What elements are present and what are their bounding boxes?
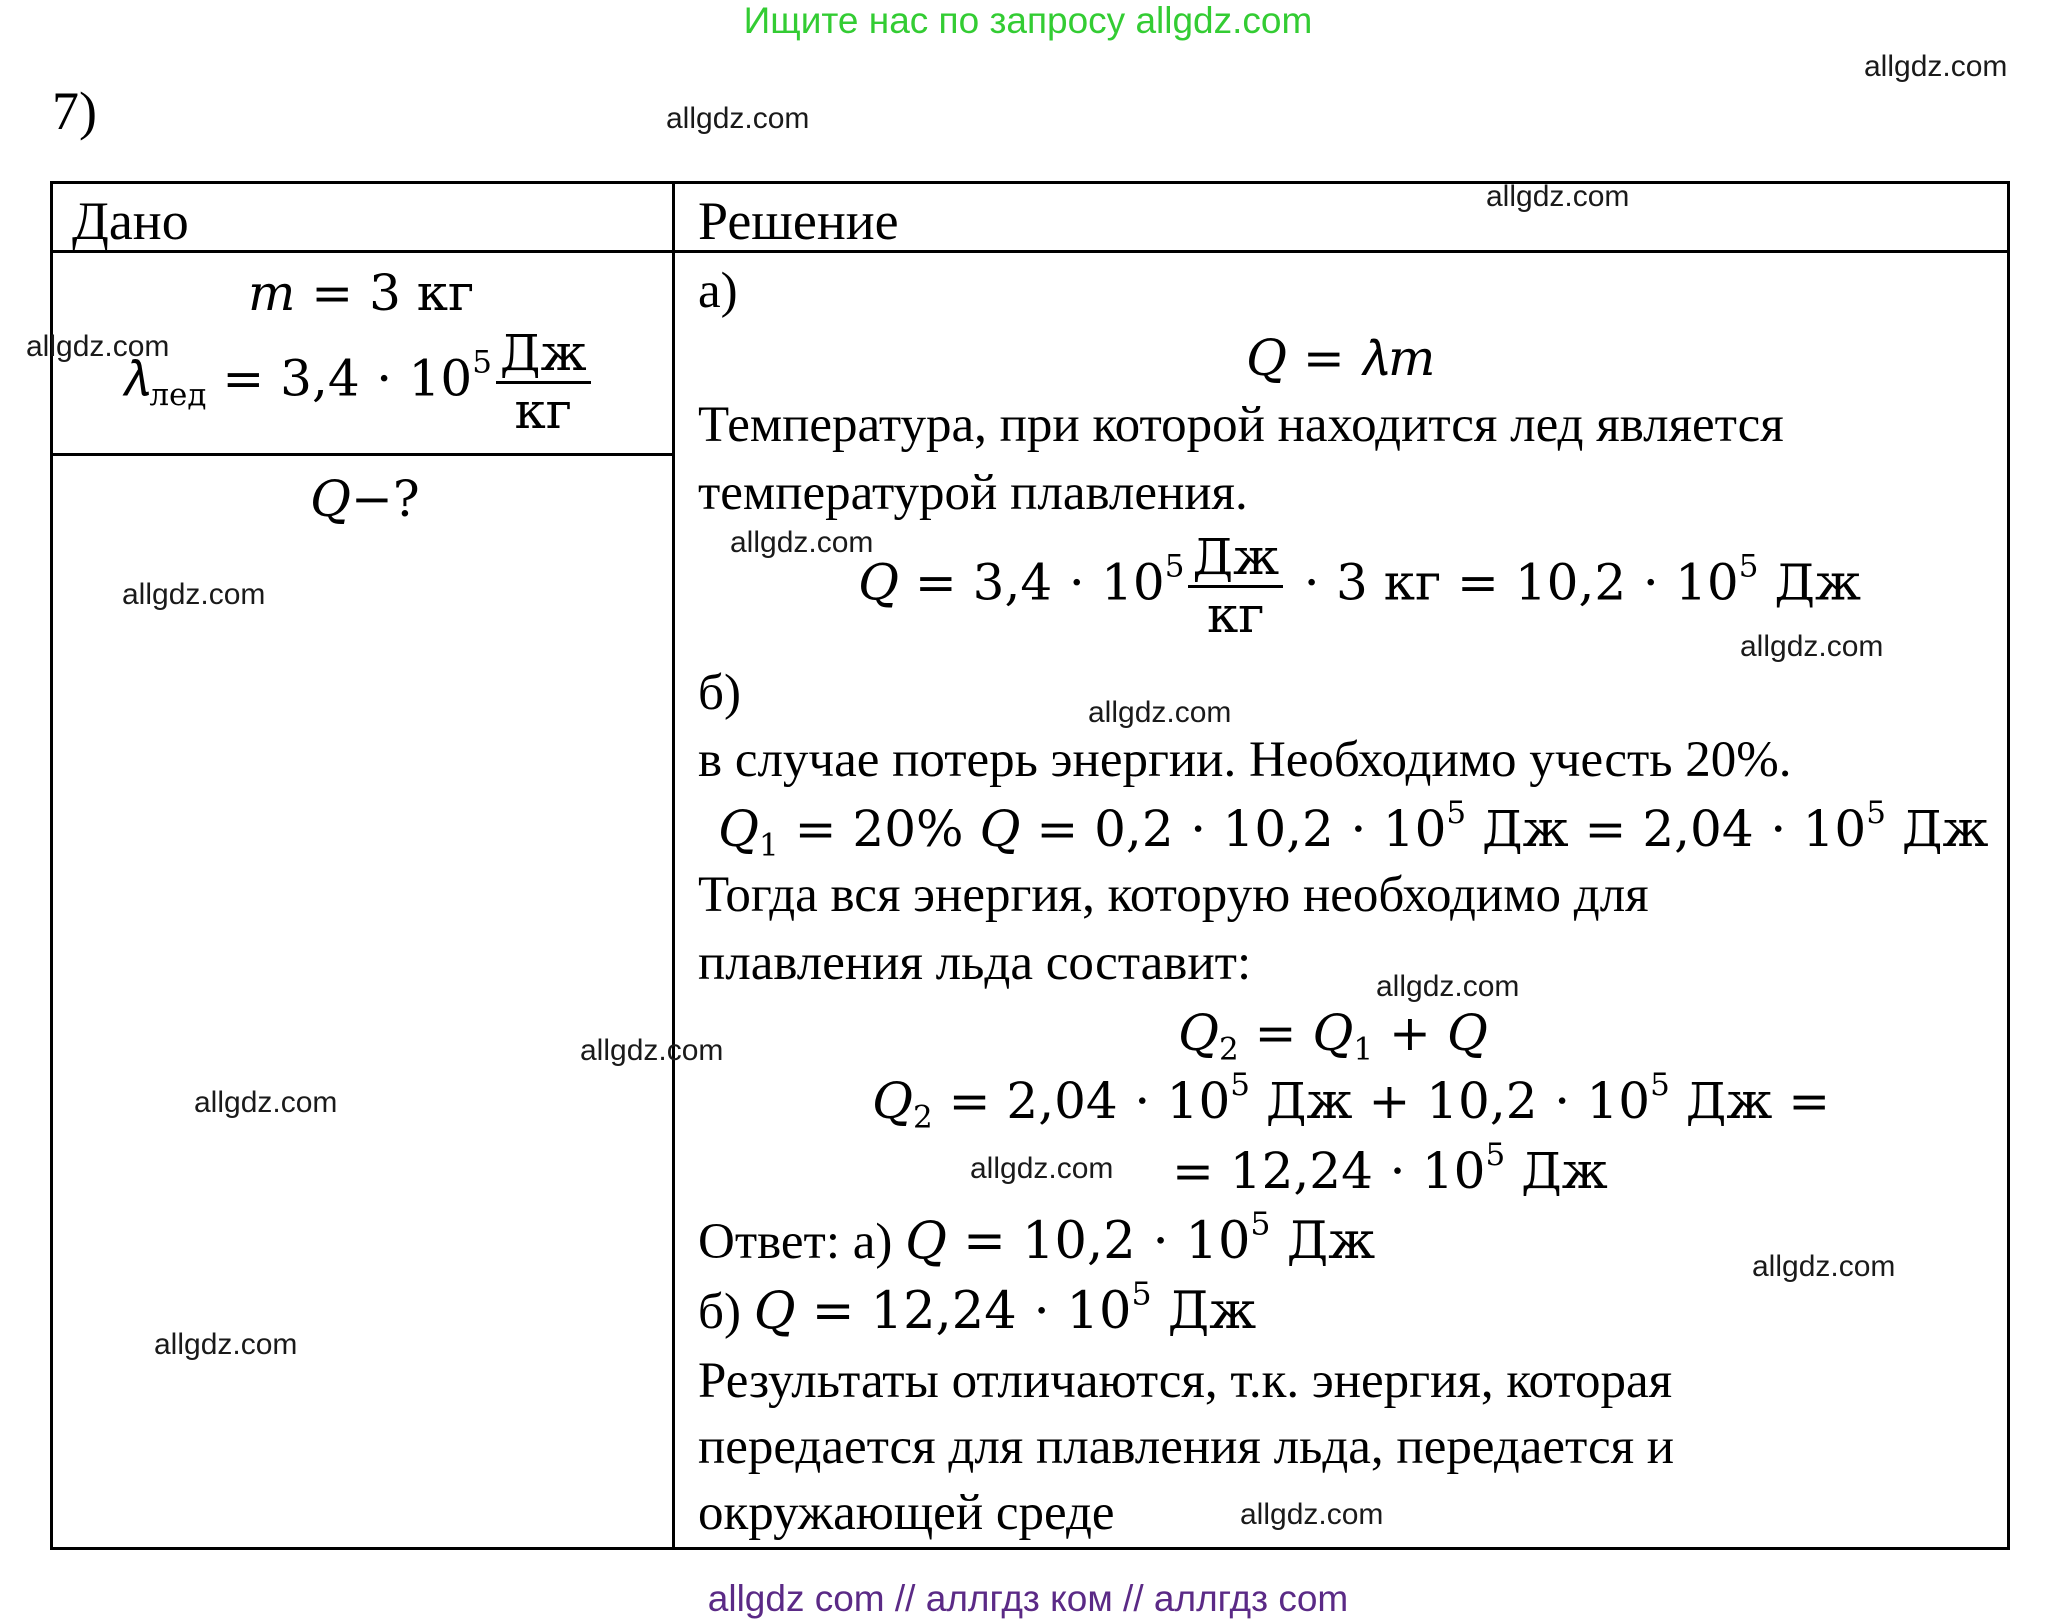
watermark: allgdz.com [1486, 180, 1630, 213]
given-divider [50, 453, 675, 456]
text-3-line2: плавления льда составит: [698, 935, 1252, 991]
watermark: allgdz.com [1240, 1498, 1384, 1531]
watermark: allgdz.com [580, 1034, 724, 1067]
given-lambda: 𝜆$_{лед}$ = $3,4 \cdot 10^5$ $\frac{Дж}{кг}$ [122, 326, 595, 439]
problem-number: 7) [52, 81, 97, 141]
part-b-label: б) [698, 665, 741, 721]
conclusion-line3: окружающей среде [698, 1485, 1115, 1541]
formula-q-lambda-m: 𝑄 = 𝜆𝑚 [1246, 329, 1436, 387]
watermark: allgdz.com [970, 1152, 1114, 1185]
watermark: allgdz.com [1864, 50, 2008, 83]
part-a-label: а) [698, 263, 738, 319]
answer-a: Ответ: а) 𝑄 = $10,2 \cdot 10^5$ Дж [698, 1206, 1376, 1271]
given-find: 𝑄−? [310, 470, 420, 528]
watermark: allgdz.com [666, 102, 810, 135]
unit-fraction: $\frac{Дж}{кг}$ [496, 326, 591, 439]
watermark: allgdz.com [1088, 696, 1232, 729]
table-column-divider [672, 181, 675, 1550]
formula-q2-result: = $12,24 \cdot 10^5$ Дж [1172, 1136, 1608, 1200]
calc-1-unit-fraction: $\frac{Дж}{кг}$ [1188, 530, 1283, 643]
table-header-divider [50, 250, 2010, 253]
watermark: allgdz.com [154, 1328, 298, 1361]
search-banner: Ищите нас по запросу allgdz.com [743, 0, 1313, 41]
answer-b: б) 𝑄 = $12,24 \cdot 10^5$ Дж [698, 1276, 1257, 1341]
solution-header: Решение [698, 191, 899, 251]
calc-1: 𝑄 = $3,4 \cdot 10^5$ $\frac{Дж}{кг}$ ⋅ 3 кг = $10,2 \cdot 10^5$ Дж [858, 528, 1861, 644]
watermark: allgdz.com [122, 578, 266, 611]
formula-q1: 𝑄$_1$ = 20% 𝑄 = $0,2 \cdot 10,2 \cdot 10^5$ Дж = $2,04 \cdot 10^5$ Дж [718, 794, 1989, 864]
given-header: Дано [72, 191, 189, 251]
watermark: allgdz.com [1740, 630, 1884, 663]
footer-links: allgdz com // аллгдз ком // аллгдз com [707, 1578, 1349, 1619]
watermark: allgdz.com [194, 1086, 338, 1119]
watermark: allgdz.com [1752, 1250, 1896, 1283]
text-2: в случае потерь энергии. Необходимо учесть 20%. [698, 732, 1792, 788]
given-mass: 𝑚 = 3 кг [248, 264, 475, 322]
formula-q2: 𝑄$_2$ = 𝑄$_1$ + 𝑄 [1178, 1004, 1488, 1068]
conclusion-line2: передается для плавления льда, передается и [698, 1419, 1675, 1475]
text-1-line1: Температура, при которой находится лед является [698, 397, 1784, 453]
watermark: allgdz.com [1376, 970, 1520, 1003]
watermark: allgdz.com [730, 526, 874, 559]
text-1-line2: температурой плавления. [698, 465, 1248, 521]
formula-q2-calc: 𝑄$_2$ = $2,04 \cdot 10^5$ Дж + $10,2 \cdot 10^5$ Дж = [872, 1066, 1831, 1136]
watermark: allgdz.com [26, 330, 170, 363]
conclusion-line1: Результаты отличаются, т.к. энергия, которая [698, 1353, 1673, 1409]
text-3-line1: Тогда вся энергия, которую необходимо для [698, 867, 1649, 923]
